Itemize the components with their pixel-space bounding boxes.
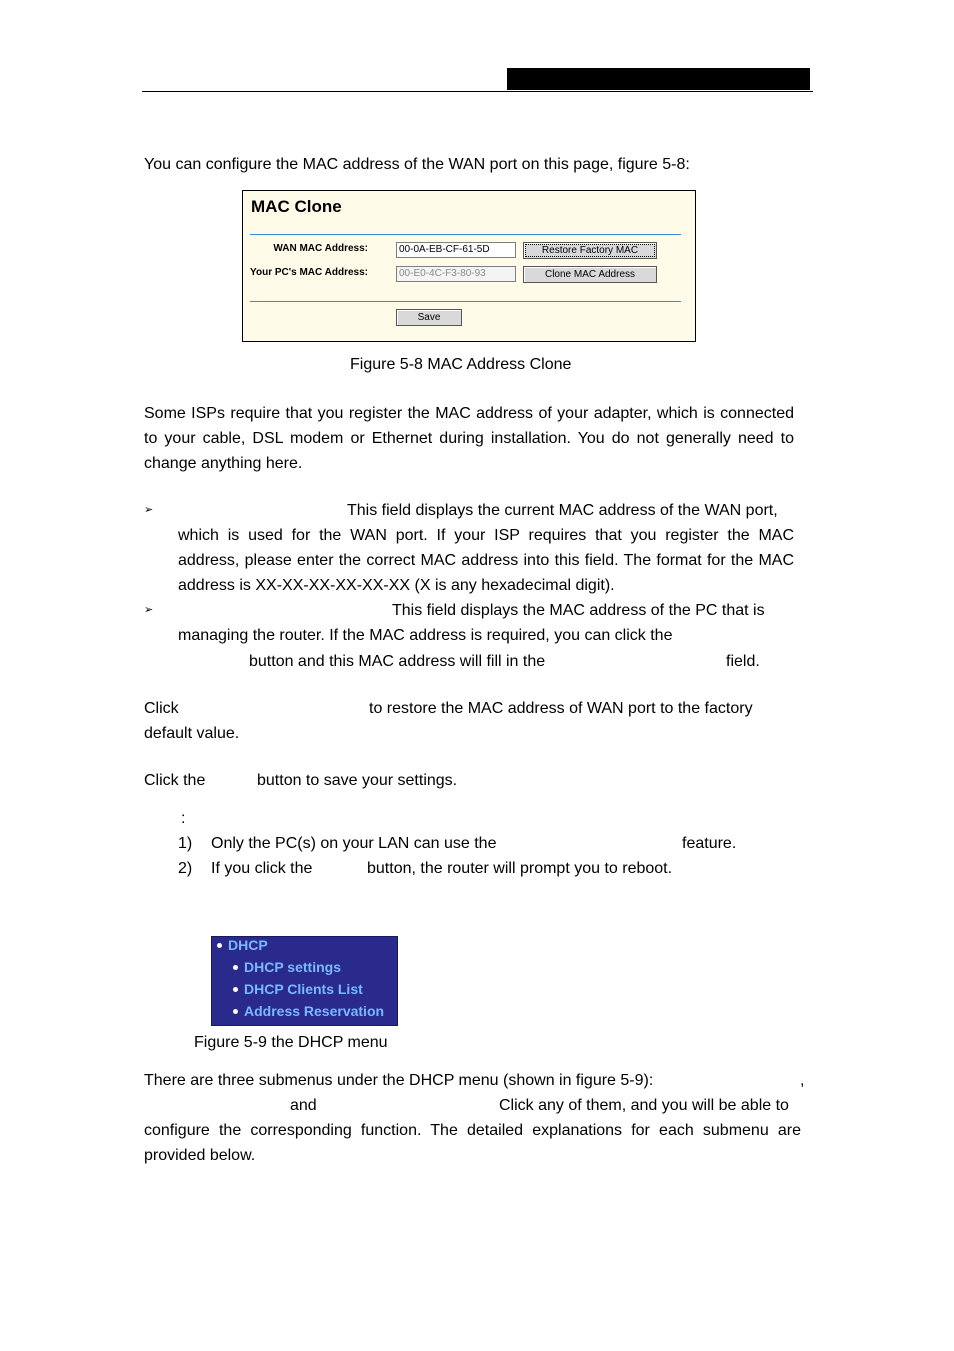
pc-mac-label: Your PC's MAC Address: bbox=[250, 267, 368, 278]
intro-text: You can configure the MAC address of the WAN port on this page, figure 5-8: bbox=[144, 156, 690, 173]
panel-title: MAC Clone bbox=[251, 197, 342, 216]
wan-mac-label: WAN MAC Address: bbox=[273, 243, 368, 254]
wan-mac-description: which is used for the WAN port. If your ISP requires that you register the MAC address, please enter the correct MAC address into this field. The format for the MAC address is XX-XX-XX-XX-XX-XX (X is any hexadecimal digit). bbox=[178, 527, 794, 594]
note-1-text-a: Only the PC(s) on your LAN can use the bbox=[211, 835, 497, 852]
dhcp-menu bbox=[211, 936, 398, 1026]
final-text-1a: There are three submenus under the DHCP menu (shown in figure 5-9): bbox=[144, 1072, 654, 1089]
header-bar bbox=[507, 68, 810, 90]
panel-divider-top bbox=[250, 234, 681, 235]
pc-mac-description-line3b: field. bbox=[726, 653, 760, 670]
note-1-number: 1) bbox=[178, 835, 193, 852]
panel-divider-bottom bbox=[250, 301, 681, 302]
header-rule bbox=[142, 91, 813, 92]
note-2-text-a: If you click the bbox=[211, 860, 313, 877]
final-text-rest: configure the corresponding function. The detailed explanations for each submenu are provided below. bbox=[144, 1122, 801, 1164]
isp-paragraph: Some ISPs require that you register the MAC address of your adapter, which is connected to your cable, DSL modem or Ethernet during installation. You do not generally need to change anything here. bbox=[144, 405, 794, 472]
pc-mac-description-line3a: button and this MAC address will fill in the bbox=[249, 653, 546, 670]
final-text-2a: and bbox=[290, 1097, 317, 1114]
menu-item-dhcp[interactable]: DHCP bbox=[228, 937, 268, 953]
note-1-text-b: feature. bbox=[682, 835, 737, 852]
figure-5-8-caption: Figure 5-8 MAC Address Clone bbox=[350, 356, 572, 373]
bullet-dot-icon bbox=[233, 987, 238, 992]
pc-mac-description-line2: managing the router. If the MAC address is required, you can click the bbox=[178, 627, 673, 644]
final-text-1b: , bbox=[800, 1072, 805, 1089]
final-text-2b: Click any of them, and you will be able to bbox=[499, 1097, 789, 1114]
bullet-dot-icon bbox=[233, 965, 238, 970]
bullet-dot-icon bbox=[233, 1009, 238, 1014]
mac-clone-panel bbox=[242, 190, 696, 342]
menu-item-dhcp-settings[interactable]: DHCP settings bbox=[244, 959, 341, 975]
restore-text-c: default value. bbox=[144, 725, 240, 742]
restore-text-a: Click bbox=[144, 700, 179, 717]
save-text-b: button to save your settings. bbox=[257, 772, 458, 789]
pc-mac-description-line1: This field displays the MAC address of the PC that is bbox=[392, 602, 765, 619]
pc-mac-field: 00-E0-4C-F3-80-93 bbox=[396, 266, 516, 282]
save-button[interactable]: Save bbox=[396, 309, 462, 326]
figure-5-9-caption: Figure 5-9 the DHCP menu bbox=[194, 1034, 388, 1051]
wan-mac-description-line1: This field displays the current MAC address of the WAN port, bbox=[347, 502, 778, 519]
restore-text-b: to restore the MAC address of WAN port to the factory bbox=[369, 700, 753, 717]
note-2-text-b: button, the router will prompt you to reboot. bbox=[367, 860, 673, 877]
menu-item-address-reservation[interactable]: Address Reservation bbox=[244, 1003, 385, 1019]
bullet-marker: ➢ bbox=[144, 604, 154, 616]
note-colon: : bbox=[181, 810, 186, 827]
bullet-dot-icon bbox=[217, 943, 222, 948]
restore-factory-mac-button[interactable]: Restore Factory MAC bbox=[523, 242, 657, 259]
note-2-number: 2) bbox=[178, 860, 193, 877]
wan-mac-input[interactable]: 00-0A-EB-CF-61-5D bbox=[396, 242, 516, 258]
menu-item-dhcp-clients-list[interactable]: DHCP Clients List bbox=[244, 981, 363, 997]
save-text-a: Click the bbox=[144, 772, 206, 789]
clone-mac-address-button[interactable]: Clone MAC Address bbox=[523, 266, 657, 283]
bullet-marker: ➢ bbox=[144, 504, 154, 516]
